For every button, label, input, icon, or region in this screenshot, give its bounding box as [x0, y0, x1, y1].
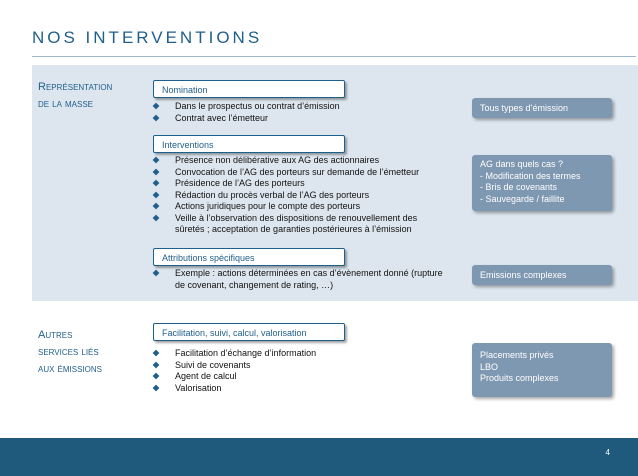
bullet-icon	[153, 203, 160, 210]
list-item: Contrat avec l’émetteur	[153, 113, 453, 125]
list-item: Actions juridiques pour le compte des porteurs	[153, 201, 443, 213]
pill-line: Produits complexes	[480, 373, 559, 383]
section-label-line1: Représentation	[38, 81, 113, 93]
section-label-line3: aux émissions	[38, 363, 102, 375]
list-item: Suivi de covenants	[153, 360, 443, 372]
pill-line: - Bris de covenants	[480, 182, 558, 192]
list-item: Présence non délibérative aux AG des actionnaires	[153, 155, 443, 167]
tab-facilitation: Facilitation, suivi, calcul, valorisation	[153, 323, 345, 341]
bullet-icon	[153, 114, 160, 121]
list-item: Agent de calcul	[153, 371, 443, 383]
list-item: Dans le prospectus ou contrat d’émission	[153, 101, 453, 113]
pill-line: Placements privés	[480, 350, 554, 360]
list-item: Valorisation	[153, 383, 443, 395]
page-title: NOS INTERVENTIONS	[32, 28, 263, 47]
list-facilitation	[153, 348, 443, 394]
bullet-icon	[153, 103, 160, 110]
pill-line: - Modification des termes	[480, 170, 581, 181]
bullet-icon	[153, 384, 160, 391]
list-item: Présidence de l’AG des porteurs	[153, 178, 443, 190]
pill-ag-cas	[472, 155, 612, 211]
tab-attributions: Attributions spécifiques	[153, 248, 345, 266]
list-item: Rédaction du procès verbal de l’AG des porteurs	[153, 190, 443, 202]
pill-line: LBO	[480, 361, 499, 372]
pill-tous-types: Tous types d’émission	[472, 98, 612, 118]
section-label-masse	[38, 79, 112, 113]
list-attributions	[153, 268, 443, 291]
list-nomination	[153, 101, 453, 124]
section-label-autres	[38, 327, 102, 378]
list-item: Facilitation d’échange d’information	[153, 348, 443, 360]
tab-interventions: Interventions	[153, 135, 345, 153]
section-label-line2: de la masse	[38, 98, 94, 110]
bullet-icon	[153, 361, 160, 368]
pill-line: - Sauvegarde / faillite	[480, 193, 565, 204]
pill-emissions-complexes: Emissions complexes	[472, 265, 612, 285]
pill-line: AG dans quels cas ?	[480, 159, 564, 169]
bullet-icon	[153, 214, 160, 221]
page-number: 4	[605, 448, 610, 457]
pill-placements	[472, 343, 612, 397]
bullet-icon	[153, 350, 160, 357]
bullet-icon	[153, 180, 160, 187]
section-label-line1: Autres	[38, 329, 73, 341]
bullet-icon	[153, 373, 160, 380]
list-interventions	[153, 155, 443, 236]
bullet-icon	[153, 270, 160, 277]
bullet-icon	[153, 157, 160, 164]
list-item: Veille à l’observation des dispositions de renouvellement des sûretés ; acceptation de garanties postérieures à l’émission	[153, 213, 443, 236]
list-item: Convocation de l’AG des porteurs sur demande de l’émetteur	[153, 167, 443, 179]
bullet-icon	[153, 191, 160, 198]
bullet-icon	[153, 168, 160, 175]
section-label-line2: services liés	[38, 346, 99, 358]
title-divider	[32, 56, 636, 57]
footer-bar	[0, 438, 638, 476]
list-item: Exemple : actions déterminées en cas d’évènement donné (rupture de covenant, changement de rating, …)	[153, 268, 443, 291]
tab-nomination: Nomination	[153, 80, 345, 98]
